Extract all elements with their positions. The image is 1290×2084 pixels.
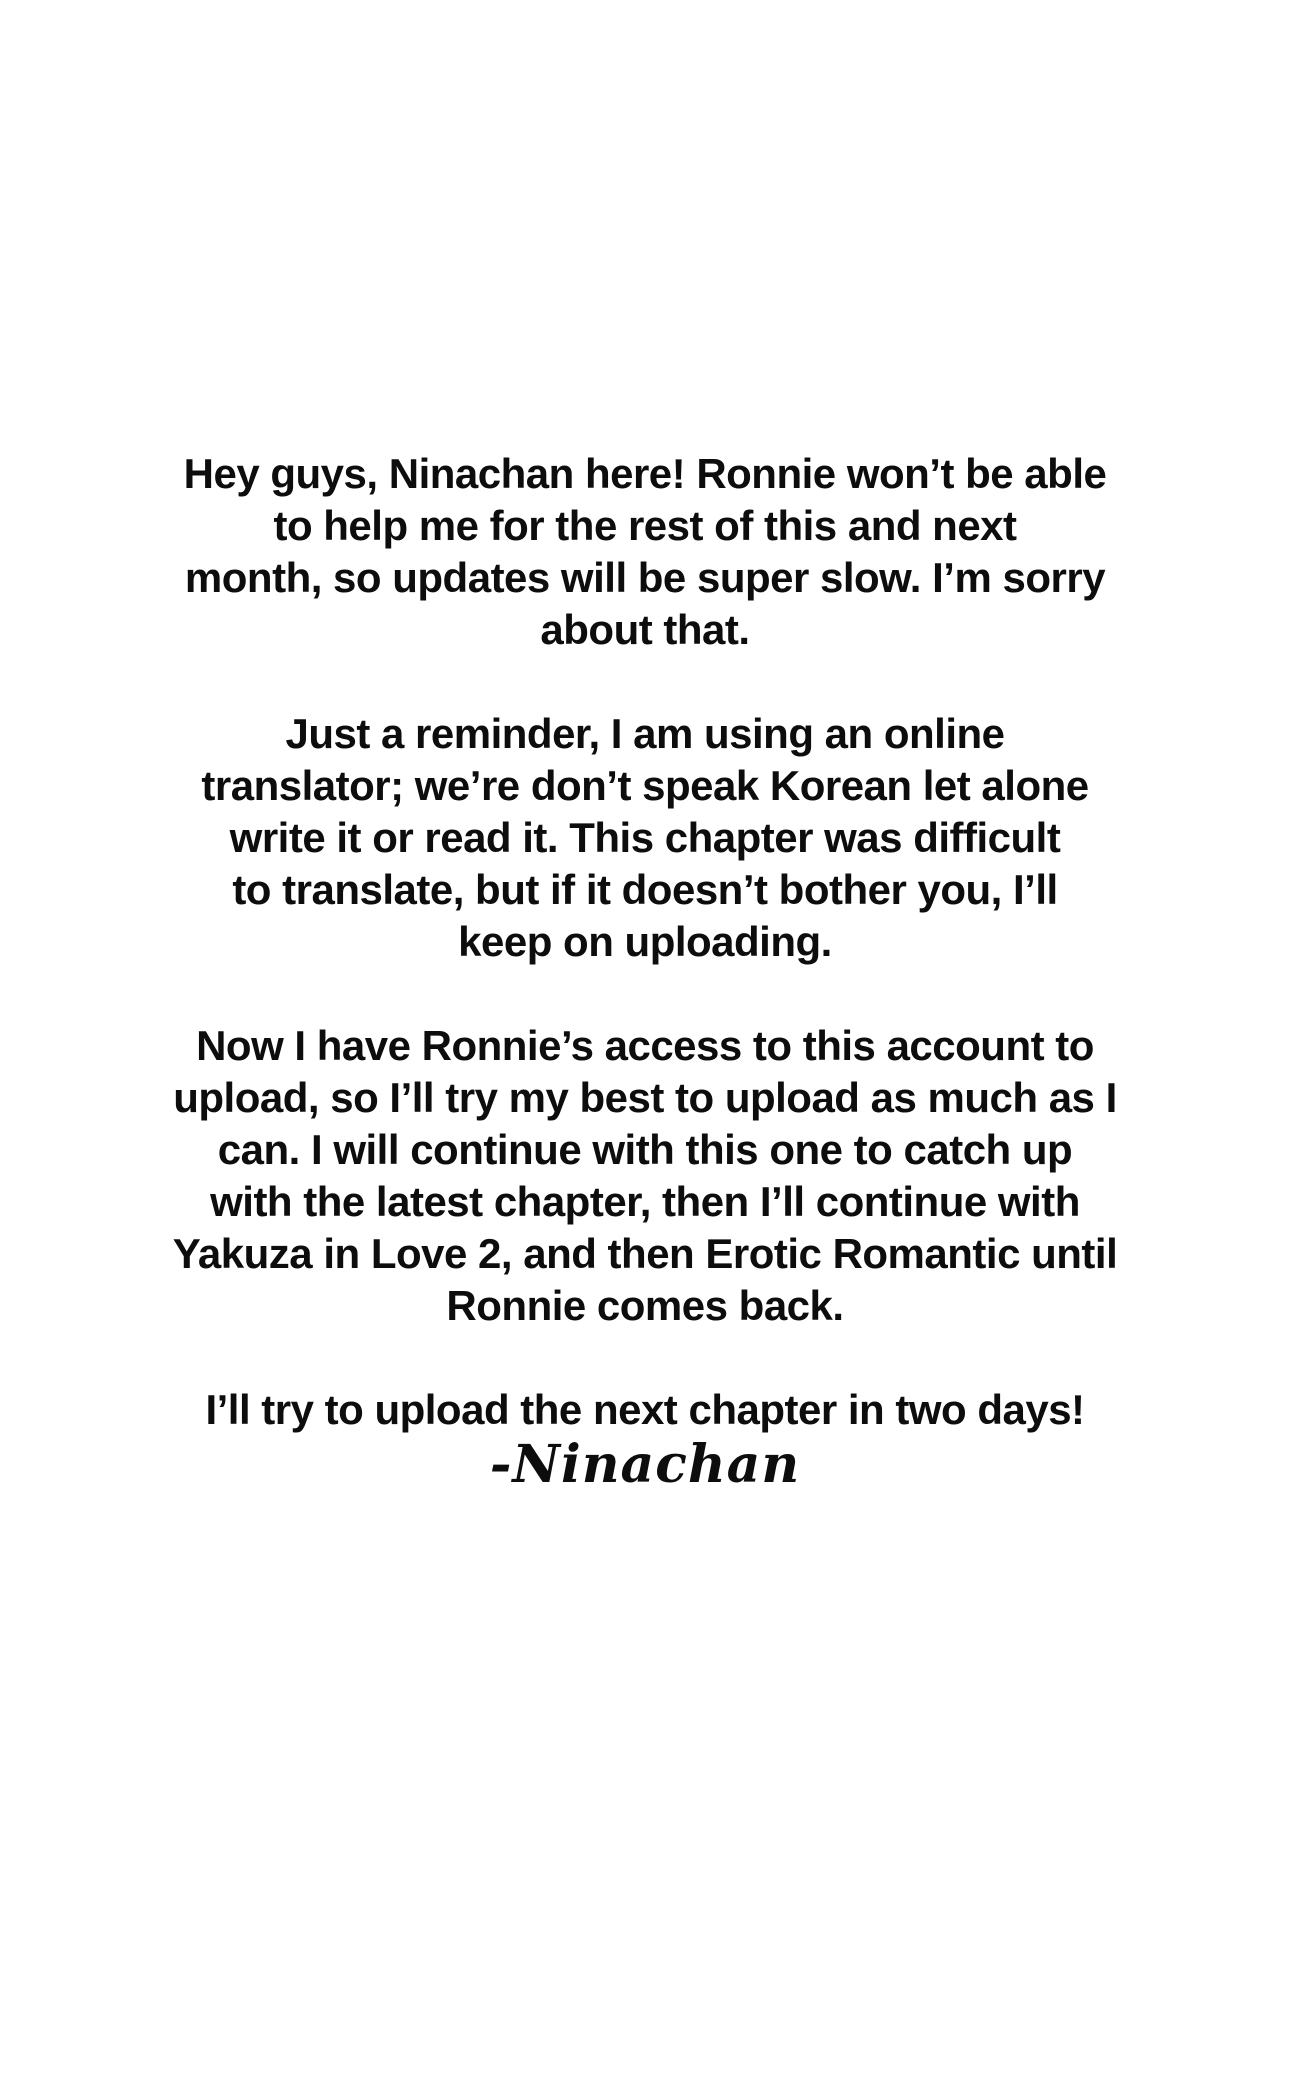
note-line: Ronnie comes back. xyxy=(446,1282,844,1329)
note-line: with the latest chapter, then I’ll continue with xyxy=(210,1178,1080,1225)
note-line: keep on uploading. xyxy=(458,918,832,965)
note-paragraph-upload-plan xyxy=(90,1020,1200,1332)
note-line: about that. xyxy=(540,606,750,653)
signature: -Ninachan xyxy=(489,1434,801,1495)
note-line: to help me for the rest of this and next xyxy=(273,502,1017,549)
note-line: can. I will continue with this one to catch up xyxy=(217,1126,1073,1173)
note-line: Hey guys, Ninachan here! Ronnie won’t be able xyxy=(183,450,1107,497)
note-line: to translate, but if it doesn’t bother you, I’ll xyxy=(232,866,1058,913)
note-text-block xyxy=(90,448,1200,1494)
note-line: Now I have Ronnie’s access to this account to xyxy=(196,1022,1094,1069)
note-paragraph-closing xyxy=(90,1384,1200,1436)
note-paragraph-translator-reminder xyxy=(90,708,1200,968)
note-line: Yakuza in Love 2, and then Erotic Romantic until xyxy=(172,1230,1118,1277)
note-line: write it or read it. This chapter was difficult xyxy=(229,814,1061,861)
note-line: Just a reminder, I am using an online xyxy=(285,710,1005,757)
note-line: month, so updates will be super slow. I’m sorry xyxy=(184,554,1106,601)
note-paragraph-intro xyxy=(90,448,1200,656)
note-line: I’ll try to upload the next chapter in two days! xyxy=(205,1386,1085,1433)
note-line: upload, so I’ll try my best to upload as much as I xyxy=(173,1074,1117,1121)
note-line: translator; we’re don’t speak Korean let alone xyxy=(201,762,1089,809)
